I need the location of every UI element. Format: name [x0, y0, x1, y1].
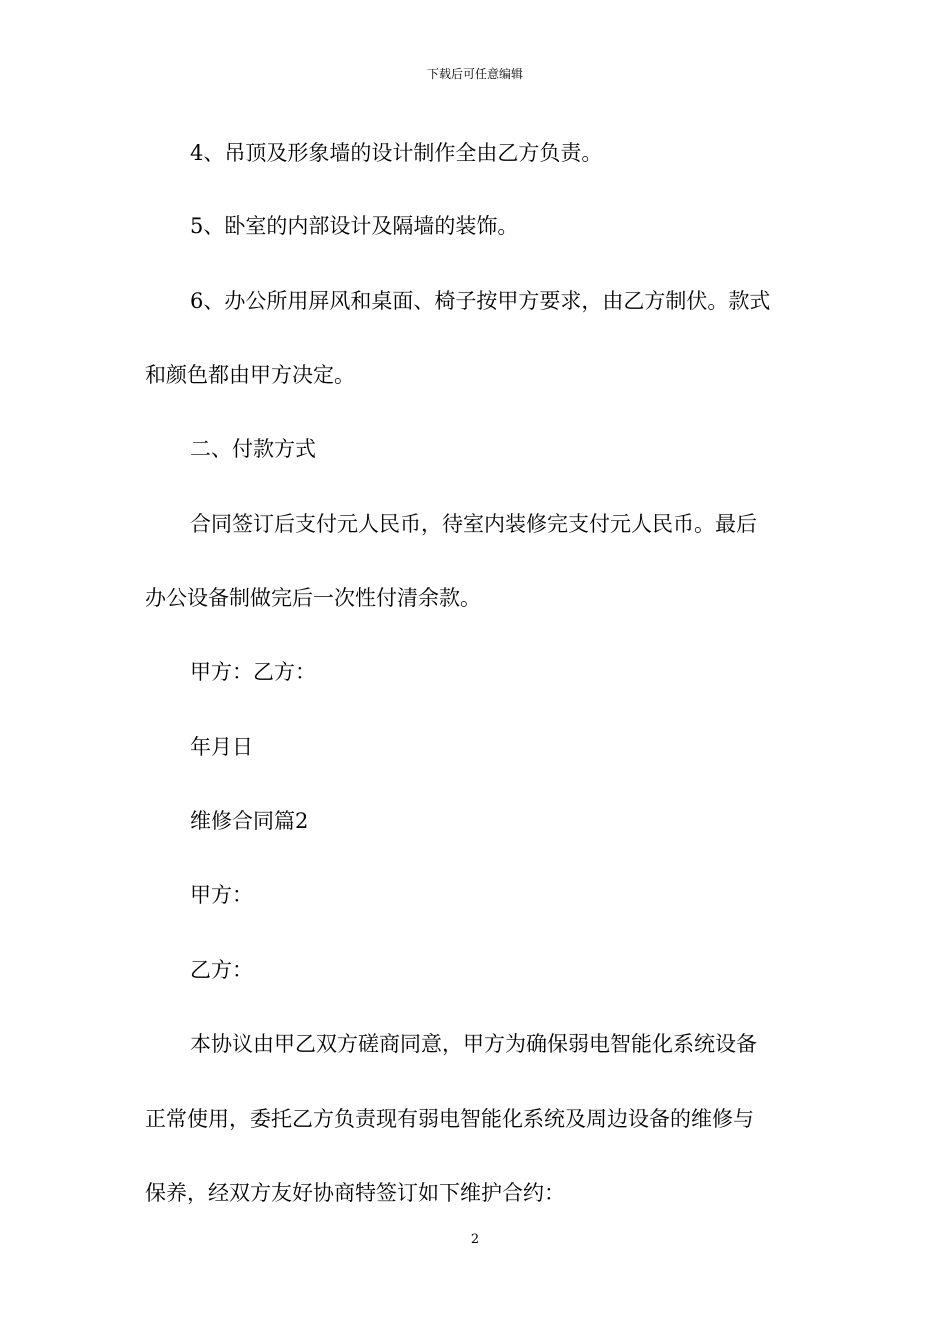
payment-paragraph-line-2: 办公设备制做完后一次性付清余款。: [145, 586, 481, 610]
agreement-paragraph-line-3: 保养，经双方友好协商特签订如下维护合约：: [145, 1181, 565, 1205]
party-a-label: 甲方：: [190, 883, 253, 907]
clause-item-6-line-1: 6、办公所用屏风和桌面、椅子按甲方要求，由乙方制伏。款式: [190, 289, 771, 313]
agreement-paragraph-line-2: 正常使用，委托乙方负责现有弱电智能化系统及周边设备的维修与: [145, 1107, 754, 1131]
payment-paragraph-line-1: 合同签订后支付元人民币，待室内装修完支付元人民币。最后: [190, 512, 757, 536]
section-heading-payment: 二、付款方式: [190, 437, 316, 461]
page-number: 2: [470, 1232, 480, 1247]
page-header: 下载后可任意编辑: [426, 67, 523, 81]
clause-item-4: 4、吊顶及形象墙的设计制作全由乙方负责。: [190, 141, 603, 165]
date-line: 年月日: [190, 735, 253, 759]
clause-item-5: 5、卧室的内部设计及隔墙的装饰。: [190, 214, 519, 238]
party-b-label: 乙方：: [190, 958, 253, 982]
signature-parties: 甲方：乙方：: [190, 660, 316, 684]
contract-title: 维修合同篇2: [190, 809, 309, 833]
clause-item-6-line-2: 和颜色都由甲方决定。: [145, 363, 355, 387]
agreement-paragraph-line-1: 本协议由甲乙双方磋商同意，甲方为确保弱电智能化系统设备: [190, 1032, 757, 1056]
